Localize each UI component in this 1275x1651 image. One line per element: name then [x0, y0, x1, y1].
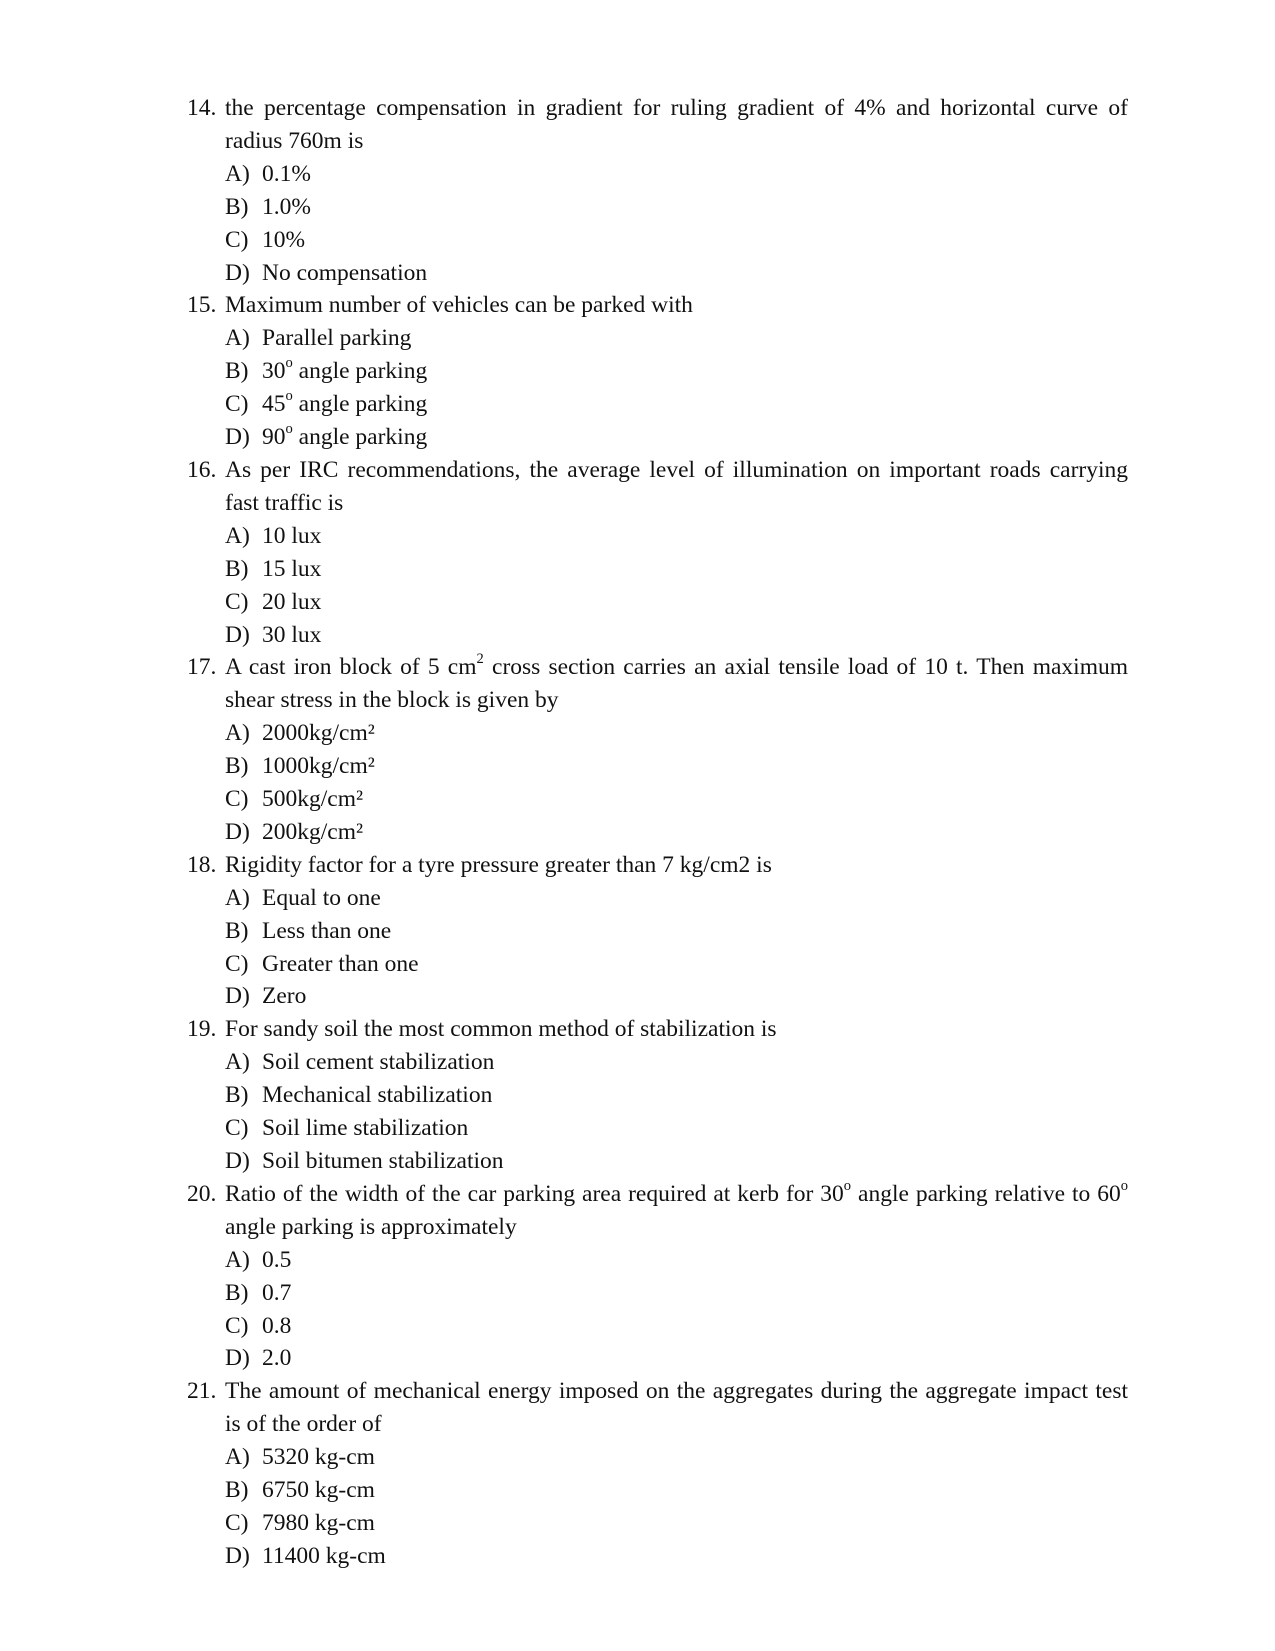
option-list — [187, 322, 1128, 454]
option-d — [225, 1540, 1128, 1573]
option-letter: A) — [225, 1049, 250, 1076]
option-letter: A) — [225, 720, 250, 747]
option-a — [225, 1046, 1128, 1079]
option-c — [225, 1507, 1128, 1540]
option-letter: D) — [225, 1345, 250, 1372]
option-c — [225, 1310, 1128, 1343]
option-list — [187, 158, 1128, 290]
question-15 — [187, 289, 1128, 454]
exponent-superscript: 2 — [476, 651, 484, 668]
option-letter: A) — [225, 884, 250, 911]
option-list — [187, 1244, 1128, 1376]
option-c — [225, 783, 1128, 816]
question-number: 15. — [187, 292, 217, 319]
option-letter: D) — [225, 424, 250, 451]
option-a — [225, 520, 1128, 553]
option-text: 1.0% — [262, 193, 311, 220]
question-text-pre: A cast iron block of 5 cm — [225, 654, 477, 681]
option-text: 10 lux — [262, 522, 322, 549]
question-text: The amount of mechanical energy imposed on the aggregates during the aggregate impact test is of the order of — [225, 1378, 1128, 1438]
option-letter: C) — [225, 1509, 249, 1536]
option-text: Less than one — [262, 917, 392, 944]
option-a — [225, 882, 1128, 915]
option-letter: A) — [225, 522, 250, 549]
option-letter: A) — [225, 1246, 250, 1273]
option-list — [187, 1046, 1128, 1178]
option-text: 0.5 — [262, 1246, 292, 1273]
question-20 — [187, 1178, 1128, 1375]
option-text-post: angle parking — [292, 358, 428, 385]
degree-superscript: o — [285, 388, 293, 405]
option-letter: B) — [225, 1279, 249, 1306]
option-a — [225, 717, 1128, 750]
option-letter: A) — [225, 160, 250, 187]
option-letter: C) — [225, 786, 249, 813]
degree-superscript: o — [285, 421, 293, 438]
option-text-pre: 90 — [262, 424, 286, 451]
option-b — [225, 553, 1128, 586]
option-text: Mechanical stabilization — [262, 1082, 493, 1109]
option-letter: D) — [225, 621, 250, 648]
question-number: 16. — [187, 456, 217, 483]
question-text: Maximum number of vehicles can be parked with — [225, 292, 693, 319]
option-letter: C) — [225, 1115, 249, 1142]
option-letter: D) — [225, 1542, 250, 1569]
degree-superscript: o — [285, 355, 293, 372]
option-text: 0.8 — [262, 1312, 292, 1339]
option-b — [225, 750, 1128, 783]
option-c — [225, 948, 1128, 981]
document-page — [187, 92, 1128, 1573]
option-b — [225, 915, 1128, 948]
option-letter: C) — [225, 226, 249, 253]
option-b — [225, 1474, 1128, 1507]
degree-superscript: o — [1120, 1177, 1128, 1194]
option-letter: D) — [225, 1148, 250, 1174]
option-text: 6750 kg-cm — [262, 1477, 375, 1504]
option-letter: B) — [225, 358, 249, 385]
option-text: 7980 kg-cm — [262, 1509, 375, 1536]
degree-superscript: o — [843, 1177, 852, 1194]
option-b — [225, 355, 1128, 388]
option-text — [262, 421, 1128, 454]
option-text: No compensation — [262, 259, 428, 286]
question-number: 20. — [187, 1180, 217, 1207]
option-b — [225, 1079, 1128, 1112]
option-letter: B) — [225, 917, 249, 944]
option-text: 200kg/cm² — [262, 818, 364, 845]
option-text: 0.1% — [262, 160, 311, 187]
option-text: Parallel parking — [262, 325, 412, 352]
question-text: Rigidity factor for a tyre pressure greater than 7 kg/cm2 is — [225, 851, 772, 878]
option-text: 10% — [262, 226, 306, 253]
option-list — [187, 717, 1128, 849]
option-letter: C) — [225, 950, 249, 977]
option-text-pre: 45 — [262, 391, 286, 418]
option-text: Equal to one — [262, 884, 381, 911]
question-text: As per IRC recommendations, the average level of illumination on important roads carrying fast traffic is — [225, 456, 1128, 516]
option-d — [225, 421, 1128, 454]
option-text-post: angle parking — [292, 424, 428, 451]
question-number: 17. — [187, 654, 217, 681]
question-21 — [187, 1375, 1128, 1572]
option-letter: B) — [225, 193, 249, 220]
option-text: Greater than one — [262, 950, 419, 977]
option-list — [187, 882, 1128, 1014]
option-text: 20 lux — [262, 588, 322, 615]
option-text: 11400 kg-cm — [262, 1542, 386, 1569]
option-d — [225, 816, 1128, 849]
option-a — [225, 1441, 1128, 1474]
option-letter: C) — [225, 588, 249, 615]
option-text — [262, 355, 1128, 388]
option-a — [225, 158, 1128, 191]
option-letter: D) — [225, 259, 250, 286]
question-18 — [187, 849, 1128, 1014]
question-number: 18. — [187, 851, 217, 878]
option-d — [225, 257, 1128, 290]
option-b — [225, 1277, 1128, 1310]
question-16 — [187, 454, 1128, 651]
option-d — [225, 1145, 1128, 1178]
option-list — [187, 520, 1128, 652]
option-letter: B) — [225, 753, 249, 780]
option-text: Zero — [262, 983, 307, 1010]
option-text-post: angle parking — [292, 391, 428, 418]
option-c — [225, 224, 1128, 257]
option-letter: B) — [225, 1082, 249, 1109]
question-text-post: cross section carries an axial tensile load of 10 t. Then maximum shear stress in the block is given by — [225, 654, 1128, 714]
option-text: 2000kg/cm² — [262, 720, 375, 747]
option-text: Soil cement stabilization — [262, 1049, 495, 1076]
option-letter: D) — [225, 983, 250, 1010]
question-14 — [187, 92, 1128, 289]
option-list — [187, 1441, 1128, 1573]
option-text — [262, 388, 1128, 421]
option-text: 30 lux — [262, 621, 322, 648]
option-text: 1000kg/cm² — [262, 753, 375, 780]
option-text: Soil lime stabilization — [262, 1115, 469, 1142]
option-letter: C) — [225, 1312, 249, 1339]
question-17 — [187, 651, 1128, 848]
option-text: 15 lux — [262, 555, 322, 582]
option-letter: D) — [225, 818, 250, 845]
option-c — [225, 586, 1128, 619]
option-a — [225, 322, 1128, 355]
option-letter: C) — [225, 391, 249, 418]
option-letter: A) — [225, 1444, 250, 1471]
question-text — [225, 651, 1128, 717]
option-text: 2.0 — [262, 1345, 292, 1372]
question-number: 19. — [187, 1016, 217, 1043]
option-text: 0.7 — [262, 1279, 292, 1306]
option-c — [225, 388, 1128, 421]
question-text-post: angle parking is approximately — [225, 1213, 517, 1240]
option-d — [225, 1342, 1128, 1375]
option-letter: B) — [225, 555, 249, 582]
option-d — [225, 980, 1128, 1013]
question-text — [225, 1178, 1128, 1244]
question-19 — [187, 1013, 1128, 1178]
option-c — [225, 1112, 1128, 1145]
option-a — [225, 1244, 1128, 1277]
option-letter: A) — [225, 325, 250, 352]
question-number: 14. — [187, 95, 217, 121]
question-number: 21. — [187, 1378, 217, 1405]
question-text: For sandy soil the most common method of stabilization is — [225, 1016, 777, 1043]
option-b — [225, 191, 1128, 224]
option-letter: B) — [225, 1477, 249, 1504]
option-text: 500kg/cm² — [262, 786, 364, 813]
question-text-pre: Ratio of the width of the car parking area required at kerb for 30 — [225, 1180, 844, 1207]
option-text: 5320 kg-cm — [262, 1444, 375, 1471]
question-text: the percentage compensation in gradient for ruling gradient of 4% and horizontal curve of radius 760m is — [225, 95, 1128, 154]
option-text: Soil bitumen stabilization — [262, 1148, 504, 1174]
option-text-pre: 30 — [262, 358, 286, 385]
question-text-mid: angle parking relative to 60 — [851, 1180, 1121, 1207]
option-d — [225, 619, 1128, 652]
